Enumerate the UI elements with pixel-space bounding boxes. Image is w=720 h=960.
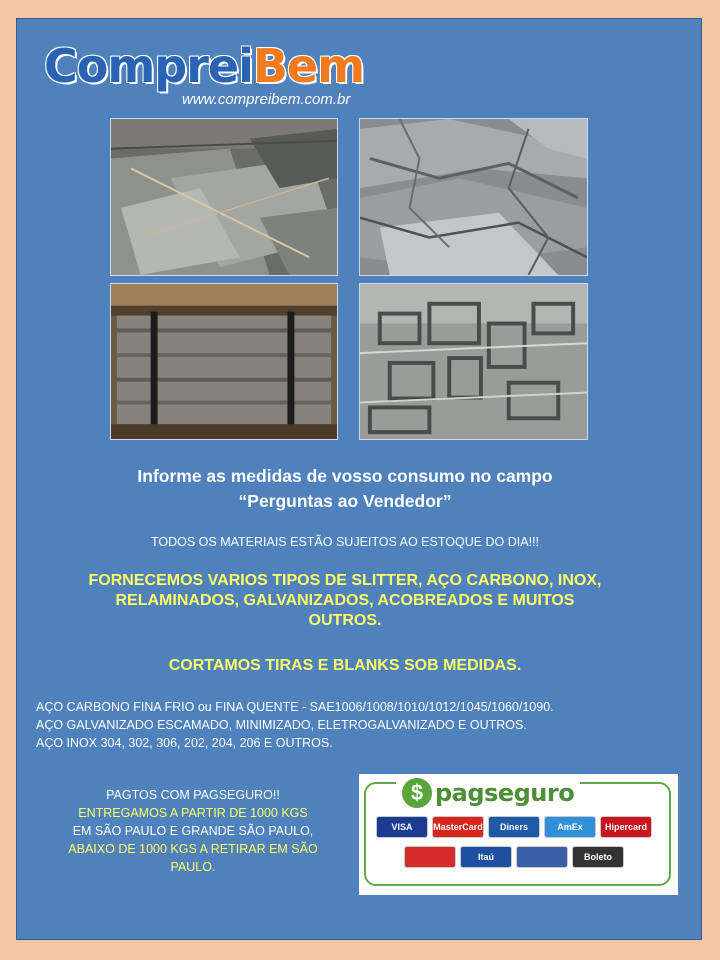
spec-line-stainless: AÇO INOX 304, 302, 306, 202, 204, 206 E OUTROS. — [36, 736, 333, 750]
products-offered-line3: OUTROS. — [308, 612, 382, 629]
steel-sheets-stack-photo — [110, 118, 338, 276]
payment-method-badge — [404, 846, 456, 868]
strapped-steel-bundle-photo — [110, 283, 338, 440]
spec-line-galvanized: AÇO GALVANIZADO ESCAMADO, MINIMIZADO, ELETROGALVANIZADO E OUTROS. — [36, 718, 527, 732]
payment-line5: PAULO. — [170, 860, 216, 874]
material-specs — [36, 698, 676, 752]
payment-method-badge: Hipercard — [600, 816, 652, 838]
measurements-notice-line1: Informe as medidas de vosso consumo no campo — [137, 466, 553, 486]
payment-method-badge: Diners — [488, 816, 540, 838]
measurements-notice-line2: “Perguntas ao Vendedor” — [238, 491, 452, 511]
pagseguro-logo — [396, 778, 580, 808]
payment-line4: ABAIXO DE 1000 KGS A RETIRAR EM SÃO — [68, 842, 318, 856]
logo-part-comprei: Comprei — [44, 39, 253, 93]
stock-disclaimer: TODOS OS MATERIAIS ESTÃO SUJEITOS AO ESTOQUE DO DIA!!! — [150, 535, 540, 549]
products-offered-line2: RELAMINADOS, GALVANIZADOS, ACOBREADOS E MUITOS — [115, 592, 575, 609]
logo-part-bem: Bem — [252, 39, 365, 93]
payment-method-badge: VISA — [376, 816, 428, 838]
cutting-service: CORTAMOS TIRAS E BLANKS SOB MEDIDAS. — [168, 657, 522, 674]
punched-metal-scrap-photo — [359, 283, 588, 440]
products-offered — [38, 571, 652, 631]
logo-url[interactable]: www.compreibem.com.br — [182, 91, 351, 108]
payment-method-badge: Boleto — [572, 846, 624, 868]
payment-method-badge: AmEx — [544, 816, 596, 838]
compreibem-logo[interactable] — [44, 38, 404, 112]
payment-method-badge — [516, 846, 568, 868]
spec-line-carbon: AÇO CARBONO FINA FRIO ou FINA QUENTE - SAE1006/1008/1010/1012/1045/1060/1090. — [36, 700, 554, 714]
payment-line3: EM SÃO PAULO E GRANDE SÃO PAULO, — [72, 824, 314, 838]
products-offered-line1: FORNECEMOS VARIOS TIPOS DE SLITTER, AÇO CARBONO, INOX, — [88, 572, 602, 589]
payment-delivery-info — [36, 786, 350, 876]
payment-line1: PAGTOS COM PAGSEGURO!! — [106, 788, 280, 802]
pagseguro-wordmark: pagseguro — [435, 779, 575, 807]
pagseguro-dollar-icon: $ — [402, 778, 432, 808]
pagseguro-banner[interactable] — [359, 774, 678, 895]
measurements-notice — [60, 464, 630, 514]
payment-method-badge: MasterCard — [432, 816, 484, 838]
payment-method-badge: Itaú — [460, 846, 512, 868]
logo-wordmark — [44, 38, 364, 94]
payment-line2: ENTREGAMOS A PARTIR DE 1000 KGS — [78, 806, 308, 820]
steel-scrap-pile-photo — [359, 118, 588, 276]
pagseguro-frame — [364, 779, 671, 886]
